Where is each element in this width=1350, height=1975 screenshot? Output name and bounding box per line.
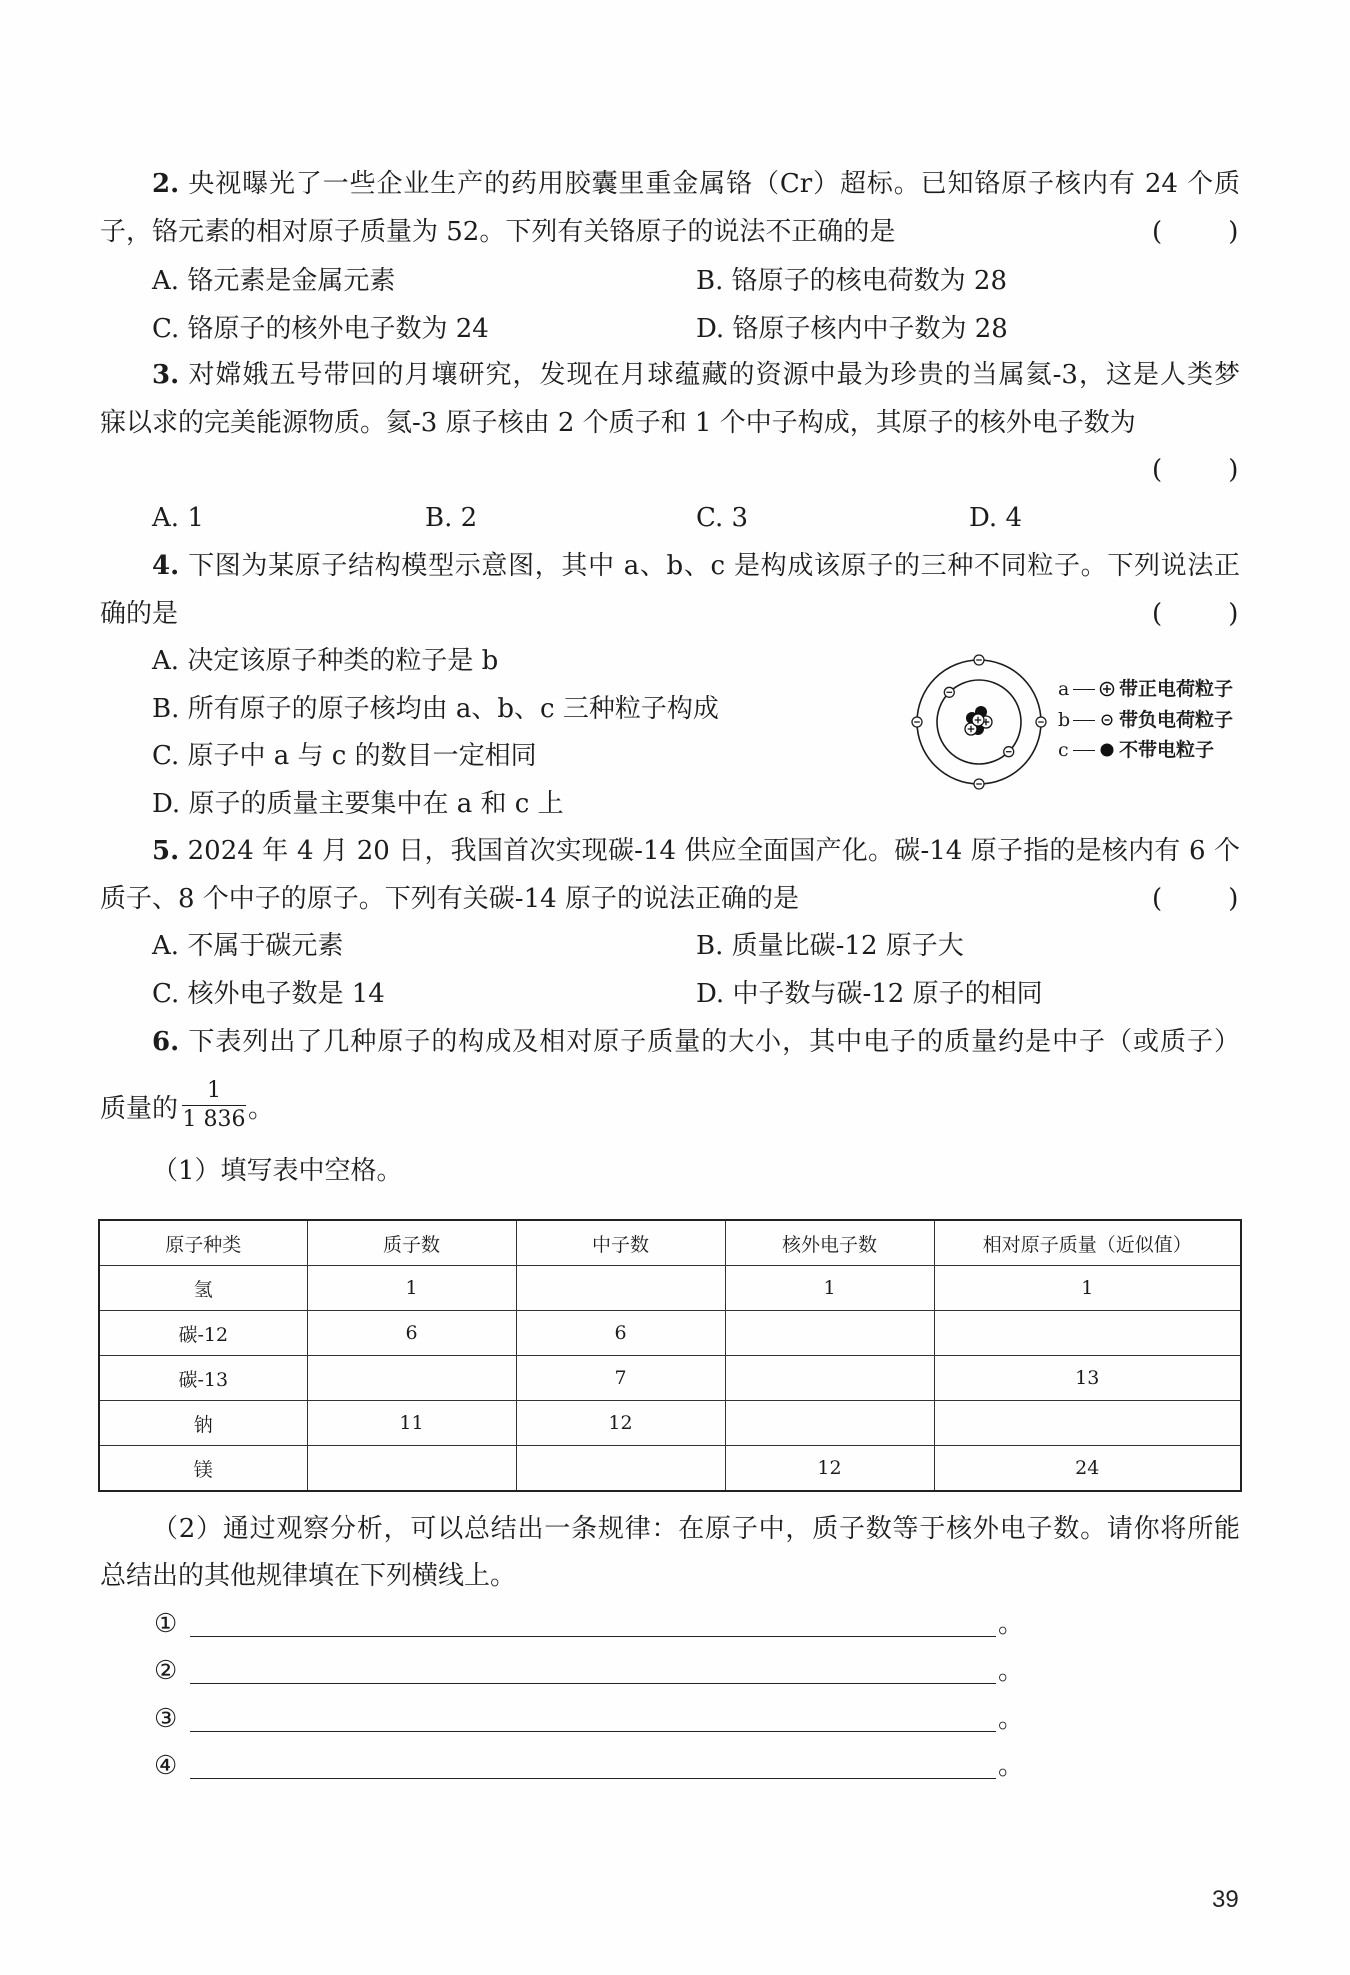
q2-option-c bbox=[152, 309, 489, 349]
table-cell: 1 bbox=[934, 1266, 1241, 1311]
negative-particle-icon bbox=[1099, 712, 1115, 728]
question-number: 2. bbox=[152, 169, 180, 199]
question-number: 3. bbox=[152, 360, 180, 390]
q2-line-2: 子，铬元素的相对原子质量为 52。下列有关铬原子的说法不正确的是 bbox=[100, 217, 896, 247]
table-header-cell: 质子数 bbox=[307, 1220, 516, 1266]
q5-line-1 bbox=[152, 831, 1240, 871]
table-cell: 12 bbox=[725, 1446, 934, 1492]
option-label: A. bbox=[152, 266, 180, 296]
q6-part-2-line-1: （2）通过观察分析，可以总结出一条规律：在原子中，质子数等于核外电子数。请你将所能 bbox=[152, 1514, 1240, 1544]
question-number: 6. bbox=[152, 1027, 180, 1057]
blank-end-mark: 。 bbox=[998, 1609, 1025, 1639]
table-cell: 6 bbox=[516, 1311, 725, 1356]
option-text: 铬原子的核电荷数为 28 bbox=[731, 266, 1007, 296]
answer-blank-line bbox=[190, 1731, 996, 1732]
q4-option-c bbox=[152, 736, 537, 776]
option-label: B. bbox=[425, 503, 453, 533]
q5-text-1: 2024 年 4 月 20 日，我国首次实现碳-14 供应全面国产化。碳-14 原子指的是核内有 6 个 bbox=[187, 836, 1240, 866]
electron bbox=[974, 779, 984, 789]
table-cell: 24 bbox=[934, 1446, 1241, 1492]
table-cell bbox=[307, 1446, 516, 1492]
q6-text-1: 下表列出了几种原子的构成及相对原子质量的大小，其中电子的质量约是中子（或质子） bbox=[188, 1027, 1240, 1057]
option-text: 4 bbox=[1005, 503, 1022, 533]
table-cell: 7 bbox=[516, 1356, 725, 1401]
table-cell bbox=[934, 1401, 1241, 1446]
answer-blank-line bbox=[190, 1683, 996, 1684]
table-row bbox=[99, 1311, 1241, 1356]
table-cell: 氢 bbox=[99, 1266, 307, 1311]
table-cell bbox=[516, 1266, 725, 1311]
q2-line-1 bbox=[152, 164, 1240, 204]
q3-option-a bbox=[152, 498, 204, 538]
blank-marker: ② bbox=[154, 1656, 178, 1686]
answer-parentheses: ( ) bbox=[1152, 217, 1239, 247]
blank-end-mark: 。 bbox=[998, 1656, 1025, 1686]
blank-marker: ④ bbox=[154, 1751, 178, 1781]
option-text: 原子中 a 与 c 的数目一定相同 bbox=[187, 741, 537, 771]
q3-line-1 bbox=[152, 355, 1240, 395]
q4-option-a bbox=[152, 641, 498, 681]
legend-dash bbox=[1073, 720, 1095, 721]
blank-marker: ① bbox=[154, 1609, 178, 1639]
electron bbox=[944, 687, 954, 697]
q2-text-1: 央视曝光了一些企业生产的药用胶囊里重金属铬（Cr）超标。已知铬原子核内有 24 个质 bbox=[188, 169, 1240, 199]
q3-line-2: 寐以求的完美能源物质。氦-3 原子核由 2 个质子和 1 个中子构成，其原子的核外电子数为 bbox=[100, 408, 1136, 438]
option-text: 所有原子的原子核均由 a、b、c 三种粒子构成 bbox=[187, 694, 719, 724]
q5-option-d bbox=[696, 974, 1043, 1014]
answer-blank-line bbox=[190, 1636, 996, 1637]
table-row bbox=[99, 1356, 1241, 1401]
atom-composition-table bbox=[98, 1219, 1242, 1492]
q2-option-a bbox=[152, 261, 395, 301]
q3-option-d bbox=[969, 498, 1022, 538]
table-cell: 11 bbox=[307, 1401, 516, 1446]
q4-option-b bbox=[152, 689, 719, 729]
q4-line-2: 确的是 bbox=[100, 599, 179, 629]
question-number: 4. bbox=[152, 551, 180, 581]
option-text: 铬原子的核外电子数为 24 bbox=[187, 314, 489, 344]
option-text: 1 bbox=[187, 503, 204, 533]
positive-particle-icon bbox=[1099, 681, 1115, 697]
option-label: D. bbox=[152, 789, 181, 819]
option-label: D. bbox=[696, 314, 725, 344]
blank-marker: ③ bbox=[154, 1704, 178, 1734]
option-label: C. bbox=[696, 503, 724, 533]
q3-text-1: 对嫦娥五号带回的月壤研究，发现在月球蕴藏的资源中最为珍贵的当属氦-3，这是人类梦 bbox=[188, 360, 1240, 390]
q5-line-2: 质子、8 个中子的原子。下列有关碳-14 原子的说法正确的是 bbox=[100, 884, 799, 914]
q6-part-1: （1）填写表中空格。 bbox=[152, 1156, 403, 1186]
legend-dash bbox=[1073, 689, 1095, 690]
legend-dash bbox=[1073, 750, 1095, 751]
table-cell bbox=[725, 1401, 934, 1446]
q3-option-b bbox=[425, 498, 477, 538]
table-row bbox=[99, 1446, 1241, 1492]
electron bbox=[974, 655, 984, 665]
q2-option-d bbox=[696, 309, 1008, 349]
q6-line-2-suffix: 。 bbox=[248, 1094, 275, 1124]
option-label: C. bbox=[152, 741, 180, 771]
option-label: A. bbox=[152, 931, 180, 961]
atom-structure-diagram bbox=[899, 642, 1059, 802]
q4-text-1: 下图为某原子结构模型示意图，其中 a、b、c 是构成该原子的三种不同粒子。下列说法正 bbox=[188, 551, 1240, 581]
table-header-cell: 原子种类 bbox=[99, 1220, 307, 1266]
q6-line-1 bbox=[152, 1022, 1240, 1062]
legend-item-b bbox=[1058, 708, 1233, 732]
option-label: A. bbox=[152, 646, 180, 676]
fraction-numerator: 1 bbox=[207, 1078, 221, 1103]
option-label: D. bbox=[696, 979, 725, 1009]
option-text: 铬原子核内中子数为 28 bbox=[732, 314, 1008, 344]
fraction-denominator: 1 836 bbox=[182, 1107, 246, 1132]
table-cell: 碳-12 bbox=[99, 1311, 307, 1356]
option-label: B. bbox=[696, 931, 724, 961]
electron bbox=[1036, 717, 1046, 727]
legend-text: 不带电粒子 bbox=[1119, 739, 1215, 761]
table-header-cell: 核外电子数 bbox=[725, 1220, 934, 1266]
table-cell: 碳-13 bbox=[99, 1356, 307, 1401]
answer-parentheses: ( ) bbox=[1152, 599, 1239, 629]
option-text: 核外电子数是 14 bbox=[187, 979, 385, 1009]
option-text: 不属于碳元素 bbox=[187, 931, 344, 961]
option-label: B. bbox=[696, 266, 724, 296]
q6-line-2-prefix: 质量的 bbox=[100, 1094, 179, 1124]
proton bbox=[972, 714, 984, 726]
option-label: C. bbox=[152, 314, 180, 344]
option-label: B. bbox=[152, 694, 180, 724]
table-cell bbox=[516, 1446, 725, 1492]
legend-text: 带负电荷粒子 bbox=[1119, 709, 1234, 731]
option-text: 中子数与碳-12 原子的相同 bbox=[732, 979, 1043, 1009]
electron bbox=[1004, 747, 1014, 757]
legend-key: c bbox=[1058, 739, 1069, 761]
table-cell bbox=[307, 1356, 516, 1401]
fraction bbox=[182, 1077, 246, 1134]
neutral-particle-icon bbox=[1099, 742, 1115, 758]
option-text: 3 bbox=[731, 503, 749, 533]
q4-option-d bbox=[152, 784, 564, 824]
answer-parentheses: ( ) bbox=[1152, 455, 1239, 485]
legend-key: b bbox=[1058, 709, 1071, 731]
legend-text: 带正电荷粒子 bbox=[1119, 678, 1234, 700]
table-cell: 镁 bbox=[99, 1446, 307, 1492]
table-cell bbox=[725, 1356, 934, 1401]
blank-end-mark: 。 bbox=[998, 1704, 1025, 1734]
option-text: 原子的质量主要集中在 a 和 c 上 bbox=[188, 789, 564, 819]
table-cell: 6 bbox=[307, 1311, 516, 1356]
table-header-cell: 相对原子质量（近似值） bbox=[934, 1220, 1241, 1266]
table-row bbox=[99, 1401, 1241, 1446]
legend-item-c bbox=[1058, 738, 1214, 762]
option-label: A. bbox=[152, 503, 180, 533]
nucleus bbox=[965, 706, 992, 735]
table-cell bbox=[725, 1311, 934, 1356]
q5-option-a bbox=[152, 926, 343, 966]
table-cell bbox=[934, 1311, 1241, 1356]
option-text: 质量比碳-12 原子大 bbox=[731, 931, 964, 961]
option-text: 铬元素是金属元素 bbox=[187, 266, 396, 296]
legend-item-a bbox=[1058, 677, 1233, 701]
q6-part-2-line-2: 总结出的其他规律填在下列横线上。 bbox=[100, 1561, 517, 1591]
electron bbox=[912, 717, 922, 727]
option-label: D. bbox=[969, 503, 998, 533]
table-cell: 13 bbox=[934, 1356, 1241, 1401]
option-text: 2 bbox=[460, 503, 478, 533]
table-header-row bbox=[99, 1220, 1241, 1266]
table-header-cell: 中子数 bbox=[516, 1220, 725, 1266]
legend-key: a bbox=[1058, 678, 1070, 700]
answer-parentheses: ( ) bbox=[1152, 884, 1239, 914]
table-cell: 1 bbox=[307, 1266, 516, 1311]
table-cell: 12 bbox=[516, 1401, 725, 1446]
q5-option-b bbox=[696, 926, 964, 966]
table-cell: 1 bbox=[725, 1266, 934, 1311]
q5-option-c bbox=[152, 974, 385, 1014]
blank-end-mark: 。 bbox=[998, 1751, 1025, 1781]
table-cell: 钠 bbox=[99, 1401, 307, 1446]
table-row bbox=[99, 1266, 1241, 1311]
page-number: 39 bbox=[1212, 1886, 1239, 1913]
q2-option-b bbox=[696, 261, 1007, 301]
answer-blank-line bbox=[190, 1778, 996, 1779]
option-text: 决定该原子种类的粒子是 b bbox=[187, 646, 499, 676]
option-label: C. bbox=[152, 979, 180, 1009]
q4-line-1 bbox=[152, 546, 1240, 586]
q3-option-c bbox=[696, 498, 748, 538]
question-number: 5. bbox=[152, 836, 180, 866]
